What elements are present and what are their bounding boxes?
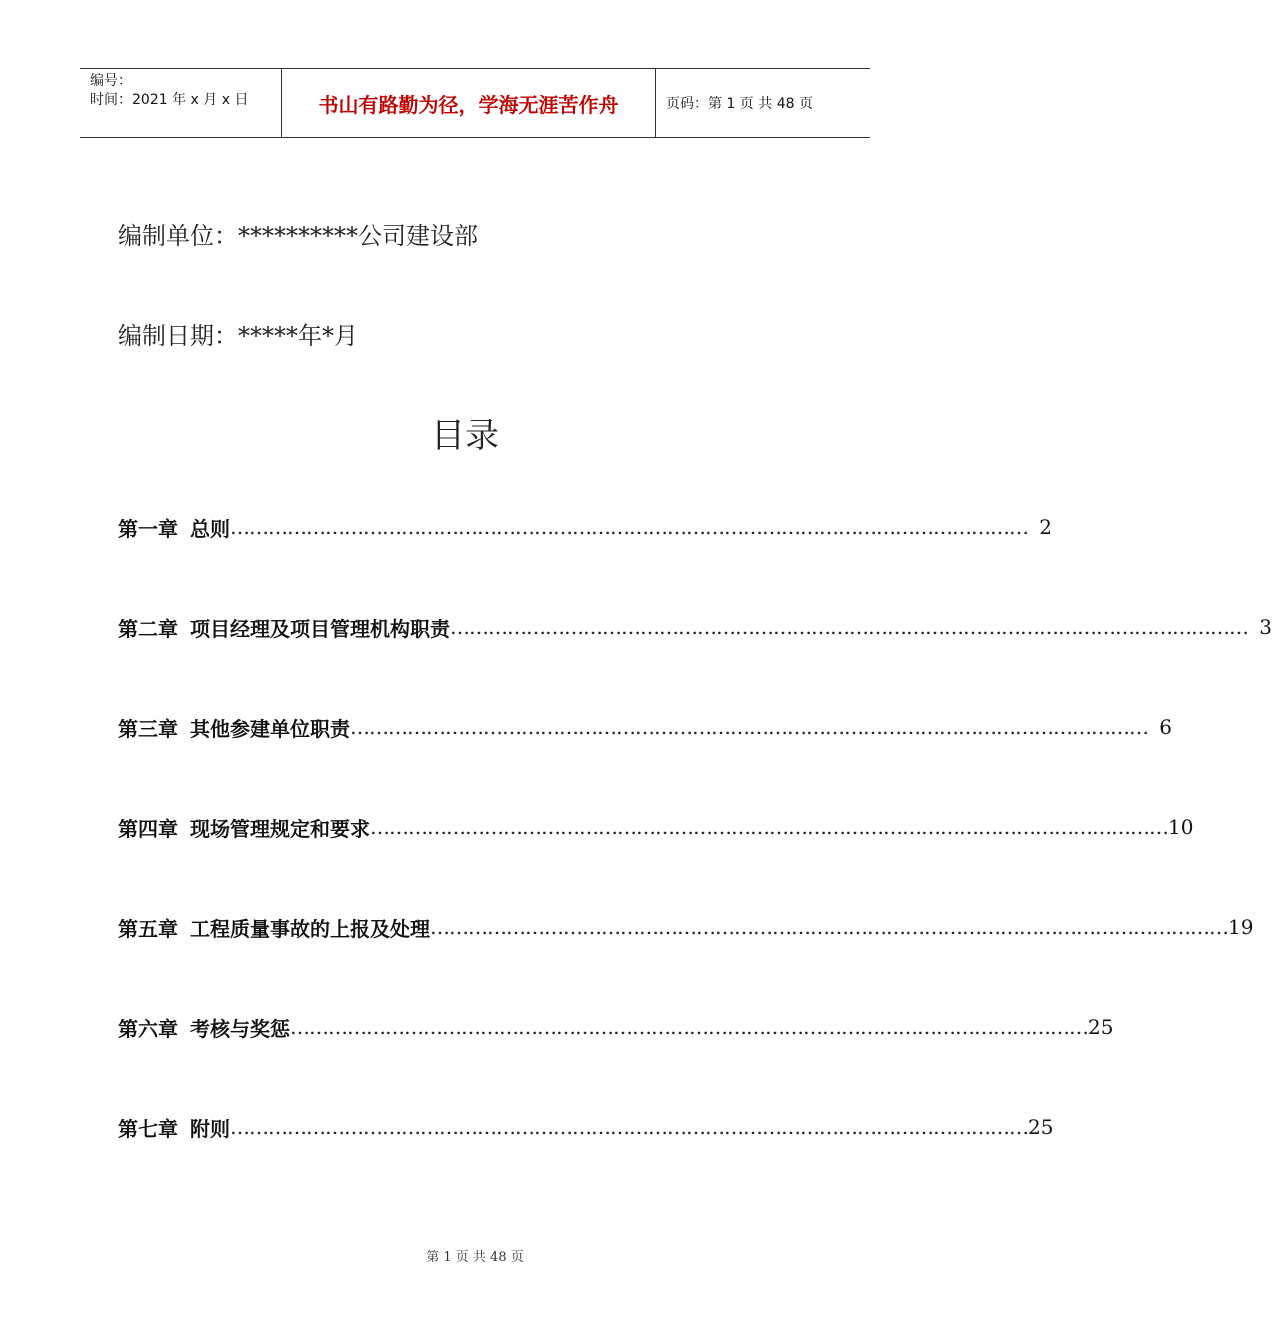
toc-entry-title: 工程质量事故的上报及处理 — [190, 916, 430, 941]
motto-cell — [282, 69, 656, 137]
toc-leader: ……………………………………………………………………………………………………………… — [230, 1115, 1028, 1139]
toc-chapter: 第四章 — [118, 816, 178, 841]
toc-page-number: 3 — [1259, 615, 1272, 639]
toc-entry-title: 总则 — [190, 516, 230, 541]
toc-entry[interactable] — [118, 712, 1172, 742]
toc-page-number: 2 — [1039, 515, 1052, 539]
toc-leader: ……………………………………………………………………………………………………………… — [430, 915, 1228, 939]
toc-chapter: 第六章 — [118, 1016, 178, 1041]
toc-leader: ……………………………………………………………………………………………………………… — [370, 815, 1168, 839]
toc-entry-title: 其他参建单位职责 — [190, 716, 350, 741]
toc-page-number: 6 — [1159, 715, 1172, 739]
toc-entry-title: 附则 — [190, 1116, 230, 1141]
toc-chapter: 第二章 — [118, 616, 178, 641]
toc-chapter: 第三章 — [118, 716, 178, 741]
toc-entry[interactable] — [118, 1112, 1054, 1142]
motto-text: 书山有路勤为径，学海无涯苦作舟 — [318, 92, 619, 117]
toc-entry-title: 考核与奖惩 — [190, 1016, 290, 1041]
toc-entry[interactable] — [118, 512, 1052, 542]
toc-entry[interactable] — [118, 812, 1194, 842]
toc-page-number: 25 — [1088, 1015, 1114, 1039]
page-info-cell — [656, 69, 870, 137]
toc-entry-title: 项目经理及项目管理机构职责 — [190, 616, 450, 641]
toc-leader: ……………………………………………………………………………………………………………… — [290, 1015, 1088, 1039]
toc-chapter: 第五章 — [118, 916, 178, 941]
toc-entry-title: 现场管理规定和要求 — [190, 816, 370, 841]
toc-leader: ……………………………………………………………………………………………………………… — [450, 615, 1248, 639]
page-header — [80, 68, 870, 138]
toc-title: 目录 — [431, 416, 499, 456]
toc-page-number: 25 — [1028, 1115, 1054, 1139]
page-info-text: 页码：第 1 页 共 48 页 — [666, 96, 813, 112]
toc-page-number: 19 — [1228, 915, 1254, 939]
toc-entry[interactable] — [118, 1012, 1114, 1042]
compile-date: 编制日期：*****年*月 — [118, 322, 358, 350]
toc-entry[interactable] — [118, 912, 1254, 942]
time-label: 时间：2021 年 x 月 x 日 — [90, 92, 249, 108]
page-footer: 第 1 页 共 48 页 — [426, 1250, 524, 1265]
toc-chapter: 第一章 — [118, 516, 178, 541]
toc-leader: ……………………………………………………………………………………………………………… — [230, 515, 1028, 539]
toc-page-number: 10 — [1168, 815, 1194, 839]
header-meta-cell — [80, 69, 282, 137]
toc-entry[interactable] — [118, 612, 1272, 642]
toc-chapter: 第七章 — [118, 1116, 178, 1141]
number-label: 编号： — [90, 73, 132, 89]
compile-unit: 编制单位：**********公司建设部 — [118, 222, 478, 250]
toc-leader: ……………………………………………………………………………………………………………… — [350, 715, 1148, 739]
